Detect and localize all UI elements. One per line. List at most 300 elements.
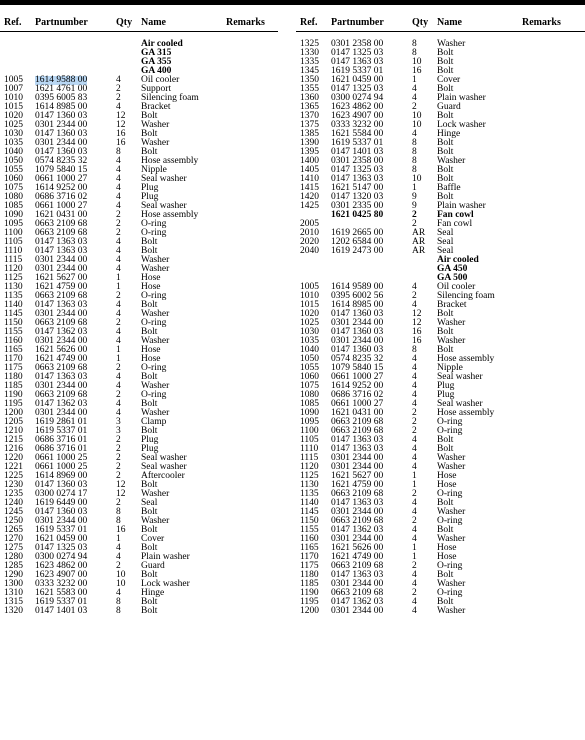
- name-cell: O-ring: [437, 588, 463, 598]
- qty-cell: 4: [412, 93, 417, 103]
- qty-cell: 1: [412, 552, 417, 562]
- ref-cell: 1275: [4, 543, 23, 553]
- qty-cell: 4: [412, 597, 417, 607]
- qty-cell: 9: [412, 192, 417, 202]
- qty-cell: 1: [116, 282, 121, 292]
- qty-cell: 4: [116, 255, 121, 265]
- partnumber-cell: 0300 0274 17: [35, 489, 88, 499]
- partnumber-cell: 0301 2335 00: [331, 201, 384, 211]
- name-cell: Fan cowl: [437, 219, 473, 229]
- partnumber-cell: 0301 2344 00: [331, 507, 384, 517]
- partnumber-cell: 0147 1362 03: [35, 327, 88, 337]
- ref-cell: 1095: [4, 219, 23, 229]
- qty-cell: 10: [116, 579, 126, 589]
- name-cell: Seal washer: [437, 399, 483, 409]
- name-cell: Plug: [141, 444, 159, 454]
- name-cell: Plug: [437, 390, 455, 400]
- partnumber-cell: 1621 5583 00: [35, 588, 88, 598]
- name-cell: Bracket: [437, 300, 467, 310]
- name-cell: Seal washer: [141, 174, 187, 184]
- ref-cell: 1310: [4, 588, 23, 598]
- name-cell: Bolt: [437, 174, 454, 184]
- qty-cell: 1: [116, 534, 121, 544]
- ref-cell: 1040: [300, 345, 319, 355]
- ref-cell: 1190: [4, 390, 23, 400]
- qty-cell: 4: [116, 300, 121, 310]
- partnumber-cell: 1623 4907 00: [35, 570, 88, 580]
- qty-cell: 1: [116, 273, 121, 283]
- qty-cell: 8: [412, 156, 417, 166]
- name-cell: Seal washer: [141, 462, 187, 472]
- qty-cell: 2: [116, 561, 121, 571]
- ref-cell: 1100: [300, 426, 319, 436]
- ref-cell: 1015: [4, 102, 23, 112]
- ref-cell: 1125: [4, 273, 23, 283]
- name-cell: O-ring: [437, 561, 463, 571]
- qty-cell: 10: [412, 111, 422, 121]
- partnumber-cell: 0333 3232 00: [35, 579, 88, 589]
- ref-cell: 1035: [4, 138, 23, 148]
- ref-cell: 2020: [300, 237, 319, 247]
- name-cell: Plug: [141, 435, 159, 445]
- header-qty-right: Qty: [412, 17, 429, 28]
- qty-cell: 4: [412, 399, 417, 409]
- qty-cell: 4: [116, 381, 121, 391]
- partnumber-cell: 1621 0459 00: [35, 534, 88, 544]
- name-cell: Plug: [437, 381, 455, 391]
- ref-cell: 1300: [4, 579, 23, 589]
- qty-cell: 2: [116, 228, 121, 238]
- partnumber-cell: 0661 1000 25: [35, 462, 88, 472]
- ref-cell: 1075: [4, 183, 23, 193]
- name-cell: Bolt: [437, 525, 454, 535]
- partnumber-cell: 1614 8985 00: [35, 102, 88, 112]
- qty-cell: AR: [412, 237, 426, 247]
- qty-cell: 4: [116, 543, 121, 553]
- qty-cell: 4: [412, 579, 417, 589]
- ref-cell: 1205: [4, 417, 23, 427]
- partnumber-cell: 0661 1000 25: [35, 453, 88, 463]
- qty-cell: 2: [116, 93, 121, 103]
- name-cell: Hose: [141, 282, 161, 292]
- qty-cell: 2: [116, 363, 121, 373]
- partnumber-cell: 1619 5337 01: [35, 525, 88, 535]
- ref-cell: 1080: [4, 192, 23, 202]
- qty-cell: 2: [116, 453, 121, 463]
- name-cell: Bolt: [141, 480, 158, 490]
- name-cell: Bracket: [141, 102, 171, 112]
- name-cell: Washer: [437, 156, 466, 166]
- qty-cell: 4: [412, 498, 417, 508]
- partnumber-cell: 1623 4862 00: [35, 561, 88, 571]
- partnumber-cell: 0663 2109 68: [35, 228, 88, 238]
- qty-cell: 16: [116, 138, 126, 148]
- qty-cell: 1: [116, 354, 121, 364]
- name-cell: Guard: [141, 561, 165, 571]
- partnumber-cell: 0147 1325 03: [331, 165, 384, 175]
- name-cell: Air cooled: [141, 39, 183, 49]
- partnumber-cell: 0147 1362 03: [331, 597, 384, 607]
- name-cell: GA 315: [141, 48, 172, 58]
- name-cell: Bolt: [141, 570, 158, 580]
- name-cell: O-ring: [141, 228, 167, 238]
- partnumber-cell: 0574 8235 32: [35, 156, 88, 166]
- ref-cell: 1100: [4, 228, 23, 238]
- name-cell: Bolt: [141, 111, 158, 121]
- name-cell: Washer: [141, 138, 170, 148]
- name-cell: Fan cowl: [437, 210, 474, 220]
- ref-cell: 1085: [300, 399, 319, 409]
- qty-cell: 4: [116, 408, 121, 418]
- name-cell: O-ring: [437, 489, 463, 499]
- ref-cell: 1175: [4, 363, 23, 373]
- qty-cell: 12: [412, 309, 422, 319]
- partnumber-cell: 0301 2344 00: [35, 264, 88, 274]
- partnumber-cell: 0661 1000 27: [35, 174, 88, 184]
- qty-cell: 12: [116, 489, 126, 499]
- ref-cell: 1050: [4, 156, 23, 166]
- ref-cell: 1165: [4, 345, 23, 355]
- ref-cell: 1395: [300, 147, 319, 157]
- name-cell: Washer: [437, 579, 466, 589]
- ref-cell: 1216: [4, 444, 23, 454]
- ref-cell: 1170: [4, 354, 23, 364]
- qty-cell: 4: [412, 129, 417, 139]
- qty-cell: 2: [412, 210, 417, 220]
- ref-cell: 1010: [4, 93, 23, 103]
- name-cell: Silencing foam: [437, 291, 495, 301]
- ref-cell: 1115: [4, 255, 23, 265]
- qty-cell: 2: [116, 318, 121, 328]
- qty-cell: 9: [412, 201, 417, 211]
- name-cell: Nipple: [437, 363, 463, 373]
- name-cell: Washer: [141, 489, 170, 499]
- qty-cell: 2: [116, 498, 121, 508]
- name-cell: O-ring: [141, 363, 167, 373]
- qty-cell: 4: [412, 462, 417, 472]
- qty-cell: 4: [116, 264, 121, 274]
- name-cell: Bolt: [437, 309, 454, 319]
- ref-cell: 1005: [300, 282, 319, 292]
- ref-cell: 1190: [300, 588, 319, 598]
- ref-cell: 1175: [300, 561, 319, 571]
- name-cell: Hose: [437, 471, 457, 481]
- ref-cell: 1350: [300, 75, 319, 85]
- name-cell: Bolt: [437, 66, 454, 76]
- ref-cell: 1135: [300, 489, 319, 499]
- qty-cell: 2: [116, 444, 121, 454]
- ref-cell: 1385: [300, 129, 319, 139]
- ref-cell: 1050: [300, 354, 319, 364]
- ref-cell: 1055: [300, 363, 319, 373]
- partnumber-cell: 1621 0425 80: [331, 210, 384, 220]
- partnumber-cell: 0147 1360 03: [331, 309, 384, 319]
- name-cell: Hose assembly: [437, 354, 495, 364]
- name-cell: Washer: [141, 381, 170, 391]
- ref-cell: 1195: [300, 597, 319, 607]
- qty-cell: 2: [412, 426, 417, 436]
- partnumber-cell: 0147 1360 03: [331, 345, 384, 355]
- name-cell: Bolt: [437, 165, 454, 175]
- partnumber-cell: 0395 6005 83: [35, 93, 88, 103]
- qty-cell: 4: [412, 390, 417, 400]
- ref-cell: 1230: [4, 480, 23, 490]
- partnumber-cell: 1621 5626 00: [331, 543, 384, 553]
- partnumber-cell: 1621 5147 00: [331, 183, 384, 193]
- qty-cell: 2: [116, 390, 121, 400]
- header-rule-right: [296, 31, 585, 32]
- header-ref: Ref.: [4, 17, 22, 28]
- qty-cell: 4: [412, 435, 417, 445]
- name-cell: Washer: [437, 534, 466, 544]
- ref-cell: 1265: [4, 525, 23, 535]
- header-name-right: Name: [437, 17, 462, 28]
- partnumber-cell: 0147 1360 03: [331, 327, 384, 337]
- partnumber-cell: 0147 1363 03: [331, 498, 384, 508]
- partnumber-cell: 1619 2861 01: [35, 417, 88, 427]
- ref-cell: 2005: [300, 219, 319, 229]
- qty-cell: 4: [116, 327, 121, 337]
- qty-cell: 8: [116, 516, 121, 526]
- qty-cell: 2: [412, 417, 417, 427]
- name-cell: Washer: [141, 255, 170, 265]
- qty-cell: 4: [116, 336, 121, 346]
- ref-cell: 1185: [300, 579, 319, 589]
- name-cell: Clamp: [141, 417, 167, 427]
- name-cell: Bolt: [141, 372, 158, 382]
- ref-cell: 1005: [4, 75, 23, 85]
- name-cell: GA 355: [141, 57, 172, 67]
- qty-cell: 10: [412, 120, 422, 130]
- qty-cell: 4: [412, 570, 417, 580]
- partnumber-cell: 0663 2109 68: [35, 219, 88, 229]
- qty-cell: 8: [116, 597, 121, 607]
- qty-cell: 16: [116, 129, 126, 139]
- qty-cell: 10: [412, 174, 422, 184]
- name-cell: Hose: [437, 480, 457, 490]
- partnumber-cell: 0301 2344 00: [35, 336, 88, 346]
- name-cell: Washer: [141, 408, 170, 418]
- name-cell: Washer: [437, 336, 466, 346]
- partnumber-cell: 0301 2344 00: [331, 318, 384, 328]
- name-cell: O-ring: [437, 516, 463, 526]
- name-cell: O-ring: [141, 318, 167, 328]
- qty-cell: 3: [116, 417, 121, 427]
- partnumber-cell: 0686 3716 01: [35, 444, 88, 454]
- name-cell: Bolt: [141, 237, 158, 247]
- qty-cell: 1: [412, 75, 417, 85]
- name-cell: Washer: [141, 120, 170, 130]
- ref-cell: 1110: [4, 246, 23, 256]
- ref-cell: 1220: [4, 453, 23, 463]
- partnumber-cell: 0301 2344 00: [35, 381, 88, 391]
- header-remarks: Remarks: [226, 17, 265, 28]
- name-cell: Cover: [437, 75, 461, 85]
- partnumber-cell: 1614 8985 00: [331, 300, 384, 310]
- name-cell: Bolt: [437, 111, 454, 121]
- qty-cell: 16: [412, 327, 422, 337]
- name-cell: O-ring: [141, 219, 167, 229]
- name-cell: Hinge: [141, 588, 165, 598]
- partnumber-cell: 1621 0459 00: [331, 75, 384, 85]
- ref-cell: 1235: [4, 489, 23, 499]
- ref-cell: 1355: [300, 84, 319, 94]
- ref-cell: 1215: [4, 435, 23, 445]
- ref-cell: 1040: [4, 147, 23, 157]
- partnumber-cell: 0147 1325 03: [331, 84, 384, 94]
- ref-cell: 1110: [300, 444, 319, 454]
- qty-cell: 4: [412, 444, 417, 454]
- partnumber-cell: 0147 1363 03: [331, 435, 384, 445]
- qty-cell: 2: [116, 210, 121, 220]
- partnumber-cell: 1614 9252 00: [331, 381, 384, 391]
- partnumber-cell: 0663 2109 68: [331, 417, 384, 427]
- name-cell: Plain washer: [141, 552, 190, 562]
- header-remarks-right: Remarks: [522, 17, 561, 28]
- qty-cell: 4: [116, 102, 121, 112]
- name-cell: O-ring: [437, 417, 463, 427]
- ref-cell: 1125: [300, 471, 319, 481]
- ref-cell: 1120: [300, 462, 319, 472]
- qty-cell: 3: [116, 426, 121, 436]
- qty-cell: 4: [116, 192, 121, 202]
- ref-cell: 1345: [300, 66, 319, 76]
- name-cell: Seal washer: [437, 372, 483, 382]
- qty-cell: 8: [116, 606, 121, 616]
- qty-cell: 1: [412, 183, 417, 193]
- ref-cell: 1405: [300, 165, 319, 175]
- name-cell: Hose: [437, 543, 457, 553]
- name-cell: Washer: [141, 516, 170, 526]
- partnumber-cell: 0661 1000 27: [331, 372, 384, 382]
- name-cell: Bolt: [141, 606, 158, 616]
- name-cell: Bolt: [141, 543, 158, 553]
- name-cell: Plain washer: [437, 93, 486, 103]
- name-cell: Plain washer: [437, 201, 486, 211]
- qty-cell: 4: [412, 354, 417, 364]
- partnumber-cell: 1619 2473 00: [331, 246, 384, 256]
- name-cell: Bolt: [437, 345, 454, 355]
- qty-cell: 4: [116, 237, 121, 247]
- name-cell: Bolt: [437, 57, 454, 67]
- partnumber-cell: 1614 9589 00: [331, 282, 384, 292]
- qty-cell: 4: [412, 372, 417, 382]
- partnumber-cell: 0301 2344 00: [35, 516, 88, 526]
- name-cell: Washer: [141, 336, 170, 346]
- ref-cell: 1130: [4, 282, 23, 292]
- qty-cell: 2: [412, 516, 417, 526]
- qty-cell: 4: [412, 507, 417, 517]
- partnumber-cell: 0300 0274 94: [35, 552, 88, 562]
- partnumber-cell: 1619 5337 01: [331, 138, 384, 148]
- qty-cell: 2: [116, 291, 121, 301]
- name-cell: Nipple: [141, 165, 167, 175]
- ref-cell: 1090: [300, 408, 319, 418]
- qty-cell: 8: [116, 507, 121, 517]
- partnumber-cell: 0147 1401 03: [331, 147, 384, 157]
- ref-cell: 2040: [300, 246, 319, 256]
- ref-cell: 1090: [4, 210, 23, 220]
- qty-cell: 4: [116, 309, 121, 319]
- partnumber-cell: 0147 1363 03: [331, 444, 384, 454]
- name-cell: Bolt: [437, 597, 454, 607]
- partnumber-cell: 0301 2344 00: [35, 408, 88, 418]
- partnumber-cell: 0301 2344 00: [35, 309, 88, 319]
- partnumber-cell: 0301 2344 00: [331, 606, 384, 616]
- qty-cell: 16: [412, 66, 422, 76]
- ref-cell: 1165: [300, 543, 319, 553]
- name-cell: GA 500: [437, 273, 468, 283]
- partnumber-cell: 0301 2344 00: [331, 462, 384, 472]
- ref-cell: 1095: [300, 417, 319, 427]
- name-cell: Hose: [141, 345, 161, 355]
- ref-cell: 1030: [300, 327, 319, 337]
- qty-cell: 2: [412, 588, 417, 598]
- partnumber-cell: 0147 1363 03: [35, 372, 88, 382]
- ref-cell: 1150: [4, 318, 23, 328]
- partnumber-cell: 0147 1360 03: [35, 129, 88, 139]
- qty-cell: 2: [412, 489, 417, 499]
- name-cell: Bolt: [437, 327, 454, 337]
- partnumber-cell: 1621 4749 00: [331, 552, 384, 562]
- ref-cell: 1400: [300, 156, 319, 166]
- ref-cell: 1415: [300, 183, 319, 193]
- name-cell: Seal: [437, 246, 454, 256]
- top-rule: [0, 0, 585, 5]
- qty-cell: 12: [116, 480, 126, 490]
- ref-cell: 1140: [300, 498, 319, 508]
- partnumber-cell: 0300 0274 94: [331, 93, 384, 103]
- qty-cell: 2: [116, 219, 121, 229]
- ref-cell: 1135: [4, 291, 23, 301]
- ref-cell: 1185: [4, 381, 23, 391]
- ref-cell: 1330: [300, 48, 319, 58]
- partnumber-cell: 1614 9252 00: [35, 183, 88, 193]
- header-partnumber-right: Partnumber: [331, 17, 384, 28]
- ref-cell: 1035: [300, 336, 319, 346]
- name-cell: GA 400: [141, 66, 172, 76]
- ref-cell: 1007: [4, 84, 23, 94]
- partnumber-cell: 1621 0431 00: [331, 408, 384, 418]
- qty-cell: 4: [116, 399, 121, 409]
- qty-cell: 4: [116, 552, 121, 562]
- ref-cell: 1390: [300, 138, 319, 148]
- ref-cell: 1120: [4, 264, 23, 274]
- ref-cell: 1010: [300, 291, 319, 301]
- ref-cell: 1020: [4, 111, 23, 121]
- partnumber-cell: 0301 2344 00: [331, 534, 384, 544]
- ref-cell: 1145: [300, 507, 319, 517]
- qty-cell: 4: [116, 165, 121, 175]
- partnumber-cell: 0147 1363 03: [35, 246, 88, 256]
- partnumber-cell: 1621 4749 00: [35, 354, 88, 364]
- qty-cell: 4: [412, 381, 417, 391]
- name-cell: Plug: [141, 192, 159, 202]
- header-name: Name: [141, 17, 166, 28]
- partnumber-cell: 0301 2358 00: [331, 156, 384, 166]
- partnumber-cell: 0147 1360 03: [35, 507, 88, 517]
- ref-cell: 1365: [300, 102, 319, 112]
- name-cell: Bolt: [141, 246, 158, 256]
- partnumber-cell: 0147 1362 03: [331, 525, 384, 535]
- ref-cell: 1160: [4, 336, 23, 346]
- qty-cell: 12: [412, 318, 422, 328]
- qty-cell: 4: [412, 84, 417, 94]
- qty-cell: 4: [116, 183, 121, 193]
- partnumber-cell: 1623 4862 00: [331, 102, 384, 112]
- qty-cell: 4: [412, 363, 417, 373]
- qty-cell: 2: [116, 84, 121, 94]
